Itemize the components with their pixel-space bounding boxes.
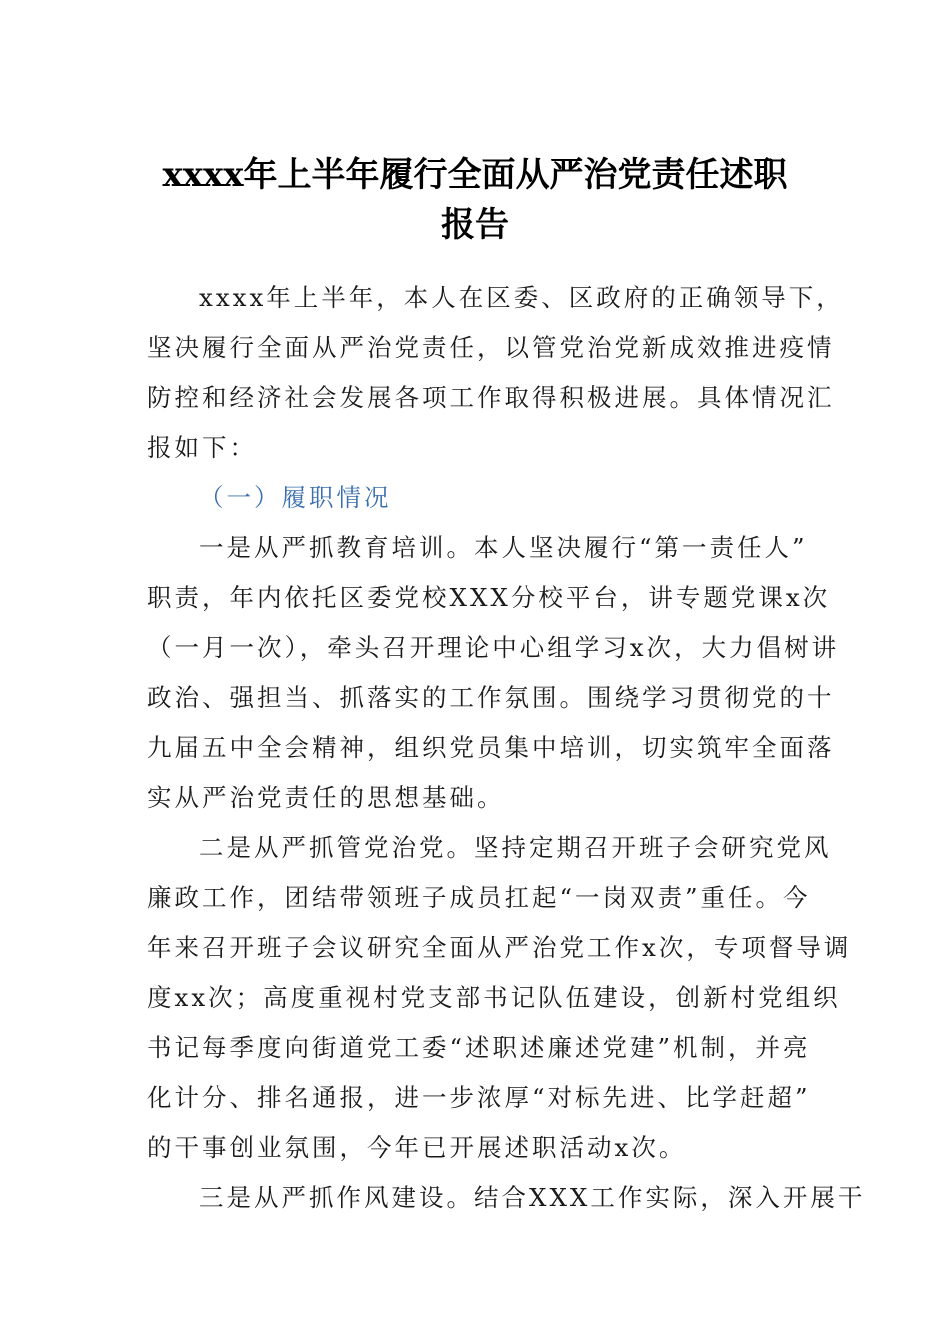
paragraph-line: 九届五中全会精神，组织党员集中培训，切实筑牢全面落 bbox=[147, 733, 835, 762]
paragraph-line: 的干事创业氛围，今年已开展述职活动x次。 bbox=[147, 1133, 687, 1162]
paragraph-line: 度xx次；高度重视村党支部书记队伍建设，创新村党组织 bbox=[147, 983, 841, 1012]
paragraph-line: 廉政工作，团结带领班子成员扛起“一岗双责”重任。今 bbox=[147, 883, 811, 912]
paragraph-line: 书记每季度向街道党工委“述职述廉述党建”机制，并亮 bbox=[147, 1033, 811, 1062]
intro-line: xxxx年上半年，本人在区委、区政府的正确领导下， bbox=[199, 283, 844, 312]
intro-line: 坚决履行全面从严治党责任，以管党治党新成效推进疫情 bbox=[147, 333, 835, 362]
paragraph-line: 三是从严抓作风建设。结合XXX工作实际，深入开展干 bbox=[199, 1183, 866, 1212]
paragraph-line: 一是从严抓教育培训。本人坚决履行“第一责任人” bbox=[199, 533, 808, 562]
intro-line: 报如下： bbox=[147, 433, 257, 462]
paragraph-line: 政治、强担当、抓落实的工作氛围。围绕学习贯彻党的十 bbox=[147, 683, 835, 712]
document-title-line-2: 报告 bbox=[441, 205, 509, 245]
paragraph-line: （一月一次），牵头召开理论中心组学习x次，大力倡树讲 bbox=[147, 633, 840, 662]
section-heading: （一）履职情况 bbox=[199, 483, 392, 512]
paragraph-line: 实从严治党责任的思想基础。 bbox=[147, 783, 505, 812]
document-title-line-1: xxxx年上半年履行全面从严治党责任述职 bbox=[162, 155, 788, 195]
paragraph-line: 职责，年内依托区委党校XXX分校平台，讲专题党课x次 bbox=[147, 583, 831, 612]
paragraph-line: 化计分、排名通报，进一步浓厚“对标先进、比学赶超” bbox=[147, 1083, 811, 1112]
paragraph-line: 二是从严抓管党治党。坚持定期召开班子会研究党风 bbox=[199, 833, 832, 862]
intro-line: 防控和经济社会发展各项工作取得积极进展。具体情况汇 bbox=[147, 383, 835, 412]
paragraph-line: 年来召开班子会议研究全面从严治党工作x次，专项督导调 bbox=[147, 933, 852, 962]
